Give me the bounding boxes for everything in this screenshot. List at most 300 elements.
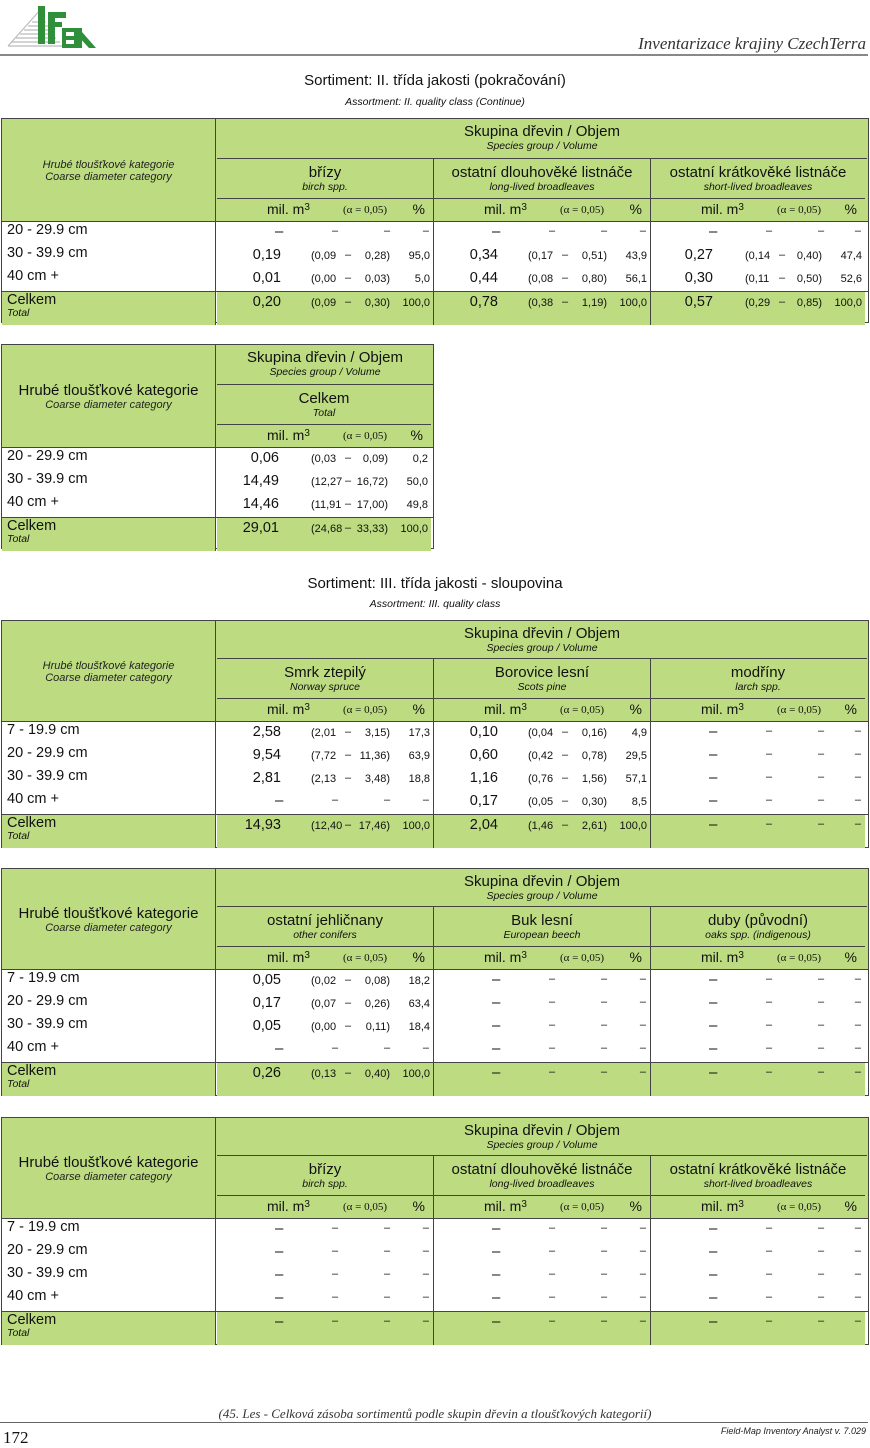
units-header	[434, 699, 651, 722]
diameter-category-label-cz: Hrubé tloušťkové kategorie	[18, 905, 199, 922]
total-row-label	[2, 292, 216, 325]
diameter-row-label: 20 - 29.9 cm	[2, 1242, 216, 1265]
empty-percent: –	[854, 818, 861, 830]
ci-separator: –	[345, 522, 352, 534]
species-name-cz: Buk lesní	[511, 912, 573, 929]
empty-ci-upper: –	[601, 1042, 608, 1054]
species-group-label-cz: Skupina dřevin / Objem	[464, 1122, 620, 1139]
ci-separator: –	[562, 272, 569, 284]
percent-label: %	[629, 201, 642, 217]
empty-volume: –	[709, 971, 718, 988]
empty-volume: –	[275, 792, 284, 809]
value-cell	[651, 222, 865, 245]
ci-upper: 0,78)	[581, 750, 607, 762]
confidence-level-label: (α = 0,05)	[560, 704, 605, 716]
species-name-cz: modříny	[730, 664, 786, 681]
value-cell	[651, 1016, 865, 1039]
unit-label	[701, 201, 744, 217]
value-cell	[434, 722, 651, 745]
empty-ci-lower: –	[332, 225, 339, 237]
ci-separator: –	[345, 997, 352, 1009]
unit-text: mil. m	[484, 701, 522, 717]
ci-upper: 33,33)	[356, 523, 388, 535]
unit-superscript: 3	[738, 202, 744, 213]
percent-value: 100,0	[619, 820, 647, 832]
ci-upper: 0,30)	[581, 796, 607, 808]
empty-ci-upper: –	[818, 1222, 825, 1234]
unit-label	[484, 701, 527, 717]
species-name-cz: ostatní krátkověké listnáče	[669, 1161, 847, 1178]
empty-percent: –	[639, 1268, 646, 1280]
confidence-level-label: (α = 0,05)	[560, 1201, 605, 1213]
percent-value: 18,4	[408, 1021, 430, 1033]
volume-value: 2,04	[469, 817, 498, 833]
value-cell	[217, 791, 434, 814]
species-group-label-en: Species group / Volume	[486, 140, 598, 152]
confidence-level-label: (α = 0,05)	[560, 952, 605, 964]
species-name-en: Total	[312, 407, 336, 419]
species-group-label-cz: Skupina dřevin / Objem	[464, 123, 620, 140]
empty-percent: –	[422, 1315, 429, 1327]
empty-percent: –	[639, 973, 646, 985]
volume-value: 0,17	[252, 995, 281, 1011]
unit-text: mil. m	[267, 1198, 305, 1214]
volume-value: 0,34	[469, 247, 498, 263]
value-cell	[217, 768, 434, 791]
species-name-en: birch spp.	[302, 181, 348, 193]
total-cell	[651, 815, 865, 848]
ci-upper: 0,40)	[796, 250, 822, 262]
ci-lower: (12,40	[311, 820, 343, 832]
empty-ci-lower: –	[766, 1222, 773, 1234]
value-cell	[434, 993, 651, 1016]
diameter-row-label: 40 cm +	[2, 494, 216, 517]
species-group-label-en: Species group / Volume	[486, 890, 598, 902]
percent-value: 0,2	[412, 453, 428, 465]
value-cell	[217, 1242, 434, 1265]
units-header	[651, 947, 865, 970]
unit-label	[484, 949, 527, 965]
empty-ci-lower: –	[766, 1042, 773, 1054]
empty-ci-lower: –	[332, 1268, 339, 1280]
species-group-label-en: Species group / Volume	[486, 1139, 598, 1151]
species-header	[651, 659, 865, 699]
unit-superscript: 3	[738, 950, 744, 961]
empty-percent: –	[639, 1315, 646, 1327]
empty-percent: –	[854, 725, 861, 737]
ci-upper: 0,50)	[796, 273, 822, 285]
ifer-logo	[4, 2, 99, 52]
ci-separator: –	[779, 249, 786, 261]
total-label-cz: Celkem	[7, 1063, 57, 1079]
percent-label: %	[629, 701, 642, 717]
empty-ci-upper: –	[601, 1315, 608, 1327]
value-cell	[434, 1039, 651, 1062]
empty-volume: –	[492, 1017, 501, 1034]
percent-value: 29,5	[625, 750, 647, 762]
species-name-en: birch spp.	[302, 1178, 348, 1190]
ci-upper: 1,56)	[581, 773, 607, 785]
species-name-en: Norway spruce	[289, 681, 361, 693]
empty-volume: –	[709, 1266, 718, 1283]
species-group-header	[217, 1118, 867, 1156]
unit-superscript: 3	[304, 202, 310, 213]
empty-ci-lower: –	[766, 225, 773, 237]
percent-value: 43,9	[625, 250, 647, 262]
ci-separator: –	[345, 974, 352, 986]
page-number: 172	[3, 1428, 29, 1447]
empty-volume: –	[709, 994, 718, 1011]
figure-caption: (45. Les - Celková zásoba sortimentů podle skupin dřevin a tloušťkových kategorií)	[218, 1406, 652, 1421]
confidence-level-label: (α = 0,05)	[777, 952, 822, 964]
value-cell	[434, 222, 651, 245]
diameter-category-label-cz: Hrubé tloušťkové kategorie	[42, 158, 175, 171]
confidence-level-label: (α = 0,05)	[343, 204, 388, 216]
diameter-category-header	[2, 119, 216, 222]
diameter-category-header	[2, 345, 216, 448]
percent-value: 57,1	[625, 773, 647, 785]
unit-superscript: 3	[738, 1199, 744, 1210]
empty-ci-lower: –	[766, 1291, 773, 1303]
ci-lower: (11,91	[311, 499, 342, 511]
percent-value: 5,0	[414, 273, 430, 285]
unit-label	[267, 701, 310, 717]
species-header	[434, 659, 651, 699]
units-header	[217, 1196, 434, 1219]
empty-ci-upper: –	[818, 1019, 825, 1031]
unit-label	[484, 201, 527, 217]
empty-volume: –	[709, 1064, 718, 1081]
empty-ci-lower: –	[332, 1245, 339, 1257]
species-group-label-cz: Skupina dřevin / Objem	[464, 625, 620, 642]
ci-lower: (0,07	[311, 998, 337, 1010]
empty-percent: –	[854, 1315, 861, 1327]
total-row-label	[2, 1063, 216, 1096]
volume-value: 0,27	[684, 247, 713, 263]
empty-ci-lower: –	[766, 1315, 773, 1327]
ci-lower: (1,46	[528, 820, 554, 832]
ci-lower: (0,09	[311, 250, 337, 262]
value-cell	[217, 993, 434, 1016]
empty-ci-lower: –	[766, 1245, 773, 1257]
unit-superscript: 3	[521, 202, 527, 213]
value-cell	[217, 1016, 434, 1039]
total-label-cz: Celkem	[7, 815, 57, 831]
diameter-category-label-en: Coarse diameter category	[45, 1171, 172, 1183]
species-name-en: long-lived broadleaves	[489, 1178, 595, 1190]
volume-value: 0,26	[252, 1065, 281, 1081]
unit-label	[484, 1198, 527, 1214]
ci-separator: –	[345, 498, 352, 510]
empty-ci-lower: –	[549, 1245, 556, 1257]
empty-ci-upper: –	[818, 1245, 825, 1257]
footer-divider	[0, 1422, 868, 1423]
ci-lower: (0,38	[528, 297, 554, 309]
units-header	[651, 199, 865, 222]
ci-lower: (0,00	[311, 1021, 337, 1033]
brand-title: Inventarizace krajiny CzechTerra	[638, 34, 866, 53]
total-label-en: Total	[7, 533, 30, 545]
value-cell	[651, 722, 865, 745]
empty-ci-lower: –	[332, 794, 339, 806]
diameter-category-label-cz: Hrubé tloušťkové kategorie	[18, 382, 199, 399]
value-cell	[651, 1242, 865, 1265]
species-group-header	[217, 621, 867, 659]
empty-volume: –	[275, 1243, 284, 1260]
value-cell	[434, 768, 651, 791]
empty-percent: –	[422, 794, 429, 806]
ci-lower: (0,11	[745, 273, 770, 285]
ci-lower: (0,17	[528, 250, 554, 262]
species-group-label-en: Species group / Volume	[269, 366, 381, 378]
percent-value: 18,8	[408, 773, 430, 785]
empty-volume: –	[275, 1040, 284, 1057]
diameter-row-label: 30 - 39.9 cm	[2, 768, 216, 791]
value-cell	[651, 768, 865, 791]
empty-ci-upper: –	[818, 1268, 825, 1280]
unit-superscript: 3	[521, 950, 527, 961]
ci-upper: 11,36)	[359, 750, 390, 762]
diameter-row-label: 20 - 29.9 cm	[2, 745, 216, 768]
unit-label	[701, 701, 744, 717]
empty-volume: –	[275, 1220, 284, 1237]
ci-lower: (0,03	[311, 453, 337, 465]
species-group-header	[217, 345, 433, 385]
total-label-en: Total	[7, 1078, 30, 1090]
unit-text: mil. m	[484, 1198, 522, 1214]
empty-volume: –	[709, 223, 718, 240]
species-header	[217, 659, 434, 699]
species-name-cz: ostatní krátkověké listnáče	[669, 164, 847, 181]
diameter-row-label: 7 - 19.9 cm	[2, 722, 216, 745]
confidence-level-label: (α = 0,05)	[343, 430, 388, 442]
unit-text: mil. m	[701, 949, 739, 965]
unit-label	[267, 949, 310, 965]
unit-label	[267, 201, 310, 217]
total-cell	[651, 292, 865, 325]
diameter-row-label: 40 cm +	[2, 1039, 216, 1062]
diameter-row-label: 40 cm +	[2, 268, 216, 291]
empty-percent: –	[422, 1042, 429, 1054]
ci-separator: –	[345, 749, 352, 761]
confidence-level-label: (α = 0,05)	[777, 204, 822, 216]
species-name-cz: duby (původní)	[707, 912, 809, 929]
percent-label: %	[844, 201, 857, 217]
diameter-category-label-en: Coarse diameter category	[45, 671, 172, 684]
percent-label: %	[412, 1198, 425, 1214]
empty-ci-upper: –	[818, 818, 825, 830]
empty-volume: –	[492, 223, 501, 240]
empty-ci-upper: –	[384, 1315, 391, 1327]
empty-ci-lower: –	[766, 996, 773, 1008]
species-group-header	[217, 869, 867, 907]
units-header	[217, 699, 434, 722]
ci-lower: (0,08	[528, 273, 554, 285]
total-cell	[217, 815, 434, 848]
empty-ci-upper: –	[384, 1245, 391, 1257]
ci-lower: (0,13	[311, 1068, 337, 1080]
value-cell	[434, 1242, 651, 1265]
species-name-en: other conifers	[293, 929, 357, 941]
ci-upper: 3,15)	[364, 727, 390, 739]
empty-volume: –	[709, 1040, 718, 1057]
total-label-cz: Celkem	[7, 518, 57, 534]
empty-ci-upper: –	[601, 1291, 608, 1303]
empty-ci-lower: –	[766, 725, 773, 737]
unit-superscript: 3	[304, 1199, 310, 1210]
empty-percent: –	[854, 1291, 861, 1303]
empty-percent: –	[639, 1291, 646, 1303]
ci-separator: –	[345, 726, 352, 738]
empty-ci-lower: –	[766, 973, 773, 985]
species-header	[217, 159, 434, 199]
ci-separator: –	[345, 475, 352, 487]
volume-value: 14,46	[242, 496, 279, 512]
species-name-en: oaks spp. (indigenous)	[705, 929, 811, 941]
empty-percent: –	[854, 794, 861, 806]
percent-value: 52,6	[840, 273, 862, 285]
unit-superscript: 3	[304, 702, 310, 713]
species-name-cz: ostatní dlouhověké listnáče	[451, 1161, 633, 1178]
ci-lower: (0,42	[528, 750, 554, 762]
volume-table-4	[1, 868, 869, 1096]
empty-volume: –	[492, 971, 501, 988]
species-name-cz: Borovice lesní	[494, 664, 590, 681]
confidence-level-label: (α = 0,05)	[777, 1201, 822, 1213]
diameter-category-header	[2, 1118, 216, 1219]
total-row-label	[2, 1312, 216, 1345]
ci-separator: –	[345, 1020, 352, 1032]
volume-value: 0,05	[252, 972, 281, 988]
unit-text: mil. m	[484, 949, 522, 965]
volume-value: 0,60	[469, 747, 498, 763]
empty-percent: –	[639, 1019, 646, 1031]
empty-volume: –	[709, 1243, 718, 1260]
percent-value: 100,0	[834, 297, 862, 309]
diameter-row-label: 7 - 19.9 cm	[2, 970, 216, 993]
value-cell	[651, 1265, 865, 1288]
ci-lower: (0,02	[311, 975, 337, 987]
empty-volume: –	[492, 1313, 501, 1330]
diameter-row-label: 30 - 39.9 cm	[2, 1265, 216, 1288]
empty-ci-upper: –	[384, 1291, 391, 1303]
total-label-cz: Celkem	[7, 292, 57, 308]
ci-separator: –	[562, 772, 569, 784]
empty-ci-upper: –	[384, 1222, 391, 1234]
empty-ci-lower: –	[766, 1066, 773, 1078]
ci-lower: (0,09	[311, 297, 337, 309]
species-header	[217, 907, 434, 947]
value-cell	[434, 1219, 651, 1242]
empty-ci-upper: –	[818, 748, 825, 760]
empty-volume: –	[492, 1220, 501, 1237]
empty-ci-upper: –	[818, 996, 825, 1008]
ci-separator: –	[345, 772, 352, 784]
species-header	[434, 1156, 651, 1196]
ci-upper: 0,08)	[364, 975, 390, 987]
total-cell	[434, 815, 651, 848]
empty-ci-lower: –	[766, 771, 773, 783]
volume-value: 14,49	[242, 473, 279, 489]
volume-value: 0,57	[684, 294, 713, 310]
percent-label: %	[629, 1198, 642, 1214]
empty-volume: –	[709, 1313, 718, 1330]
unit-text: mil. m	[484, 201, 522, 217]
ci-separator: –	[345, 272, 352, 284]
empty-ci-lower: –	[766, 818, 773, 830]
empty-percent: –	[639, 225, 646, 237]
empty-volume: –	[492, 1040, 501, 1057]
unit-text: mil. m	[701, 201, 739, 217]
value-cell	[217, 1039, 434, 1062]
empty-ci-lower: –	[766, 748, 773, 760]
percent-label: %	[844, 1198, 857, 1214]
ci-lower: (2,01	[311, 727, 337, 739]
value-cell	[217, 722, 434, 745]
empty-ci-upper: –	[818, 1315, 825, 1327]
empty-ci-upper: –	[384, 225, 391, 237]
total-cell	[434, 1063, 651, 1096]
ci-upper: 0,28)	[364, 250, 390, 262]
value-cell	[651, 245, 865, 268]
empty-ci-lower: –	[549, 1222, 556, 1234]
units-header	[651, 699, 865, 722]
total-cell	[651, 1312, 865, 1345]
empty-ci-upper: –	[818, 771, 825, 783]
empty-percent: –	[422, 1222, 429, 1234]
total-label-en: Total	[7, 830, 30, 842]
total-label-en: Total	[7, 307, 30, 319]
value-cell	[434, 245, 651, 268]
ci-upper: 16,72)	[356, 476, 388, 488]
empty-ci-lower: –	[549, 1291, 556, 1303]
volume-value: 0,10	[469, 724, 498, 740]
species-header	[434, 159, 651, 199]
volume-table-2	[1, 344, 434, 549]
value-cell	[217, 1265, 434, 1288]
value-cell	[217, 268, 434, 291]
value-cell	[217, 1288, 434, 1311]
empty-volume: –	[709, 1289, 718, 1306]
value-cell	[217, 448, 431, 471]
percent-label: %	[412, 701, 425, 717]
empty-volume: –	[492, 1266, 501, 1283]
value-cell	[651, 1039, 865, 1062]
empty-ci-upper: –	[601, 996, 608, 1008]
ci-separator: –	[345, 819, 352, 831]
confidence-level-label: (α = 0,05)	[777, 704, 822, 716]
diameter-row-label: 30 - 39.9 cm	[2, 1016, 216, 1039]
ci-lower: (7,72	[311, 750, 337, 762]
value-cell	[434, 1288, 651, 1311]
units-header	[217, 425, 431, 448]
value-cell	[651, 1219, 865, 1242]
empty-ci-lower: –	[766, 1268, 773, 1280]
empty-volume: –	[709, 816, 718, 833]
value-cell	[217, 745, 434, 768]
empty-ci-lower: –	[549, 996, 556, 1008]
empty-ci-upper: –	[601, 1066, 608, 1078]
total-cell	[651, 1063, 865, 1096]
species-name-cz: ostatní dlouhověké listnáče	[451, 164, 633, 181]
value-cell	[434, 745, 651, 768]
empty-percent: –	[854, 1019, 861, 1031]
percent-value: 18,2	[408, 975, 430, 987]
units-header	[217, 947, 434, 970]
total-cell	[434, 1312, 651, 1345]
species-name-en: larch spp.	[735, 681, 781, 693]
percent-value: 17,3	[408, 727, 430, 739]
